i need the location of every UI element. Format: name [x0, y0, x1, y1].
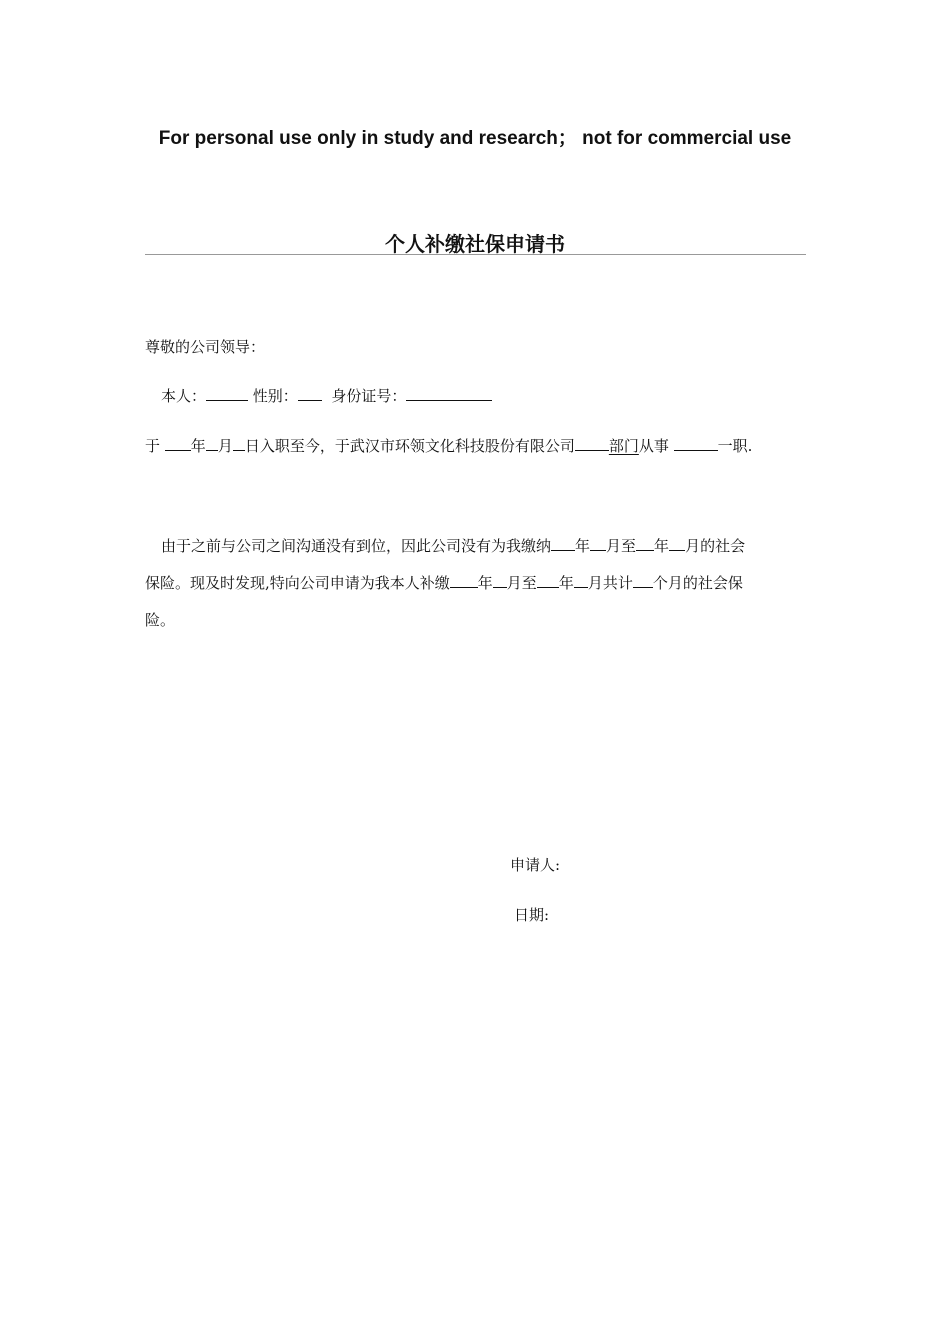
join-day-blank: [233, 436, 245, 451]
backpay-start-year-blank: [450, 573, 478, 588]
name-blank: [206, 386, 248, 401]
missed-end-year-blank: [636, 536, 654, 551]
request-text: 保险。现及时发现,特向公司申请为我本人补缴: [145, 574, 450, 592]
name-label: 本人：: [161, 387, 207, 405]
year-label: 年: [190, 437, 206, 455]
applicant-label: 申请人:: [510, 856, 561, 874]
year-label: 年: [575, 537, 591, 555]
missed-start-year-blank: [551, 536, 575, 551]
disclaimer-header: For personal use only in study and research； not for commercial use: [158, 128, 792, 149]
date-label: 日期:: [514, 906, 550, 924]
reason-text: 由于之前与公司之间沟通没有到位，因此公司没有为我缴纳: [161, 537, 552, 555]
gender-label: 性别：: [252, 387, 298, 405]
employment-line: [145, 436, 752, 456]
total-months-blank: [633, 573, 653, 588]
department-blank: [575, 436, 609, 451]
personal-info-line: [161, 386, 492, 406]
id-number-blank: [406, 386, 492, 401]
join-year-blank: [165, 436, 191, 451]
year-label: 年: [477, 574, 493, 592]
backpay-start-month-blank: [493, 573, 507, 588]
month-to-label: 月至: [606, 537, 637, 555]
id-label: 身份证号：: [331, 387, 407, 405]
engaged-label: 从事: [638, 437, 669, 455]
position-label: 一职.: [717, 437, 753, 455]
missed-end-month-blank: [669, 536, 685, 551]
paragraph-line-2: [145, 573, 743, 593]
months-social-label: 个月的社会保: [652, 574, 743, 592]
month-to-label: 月至: [506, 574, 537, 592]
month-social-label: 月的社会: [685, 537, 746, 555]
department-label: 部门: [608, 437, 639, 455]
backpay-end-month-blank: [574, 573, 588, 588]
paragraph-line-1: [161, 536, 745, 556]
join-company-text: 日入职至今，于武汉市环领文化科技股份有限公司: [244, 437, 575, 455]
month-total-label: 月共计: [587, 574, 633, 592]
position-blank: [674, 436, 718, 451]
join-prefix: 于: [145, 437, 161, 455]
document-title: 个人补缴社保申请书: [385, 232, 565, 256]
join-month-blank: [206, 436, 218, 451]
month-label: 月: [217, 437, 233, 455]
backpay-end-year-blank: [537, 573, 559, 588]
year-label: 年: [654, 537, 670, 555]
paragraph-line-3: 险。: [145, 611, 176, 629]
gender-blank: [298, 386, 322, 401]
salutation: 尊敬的公司领导：: [145, 338, 266, 356]
title-rule: [145, 254, 806, 255]
missed-start-month-blank: [590, 536, 606, 551]
year-label: 年: [558, 574, 574, 592]
